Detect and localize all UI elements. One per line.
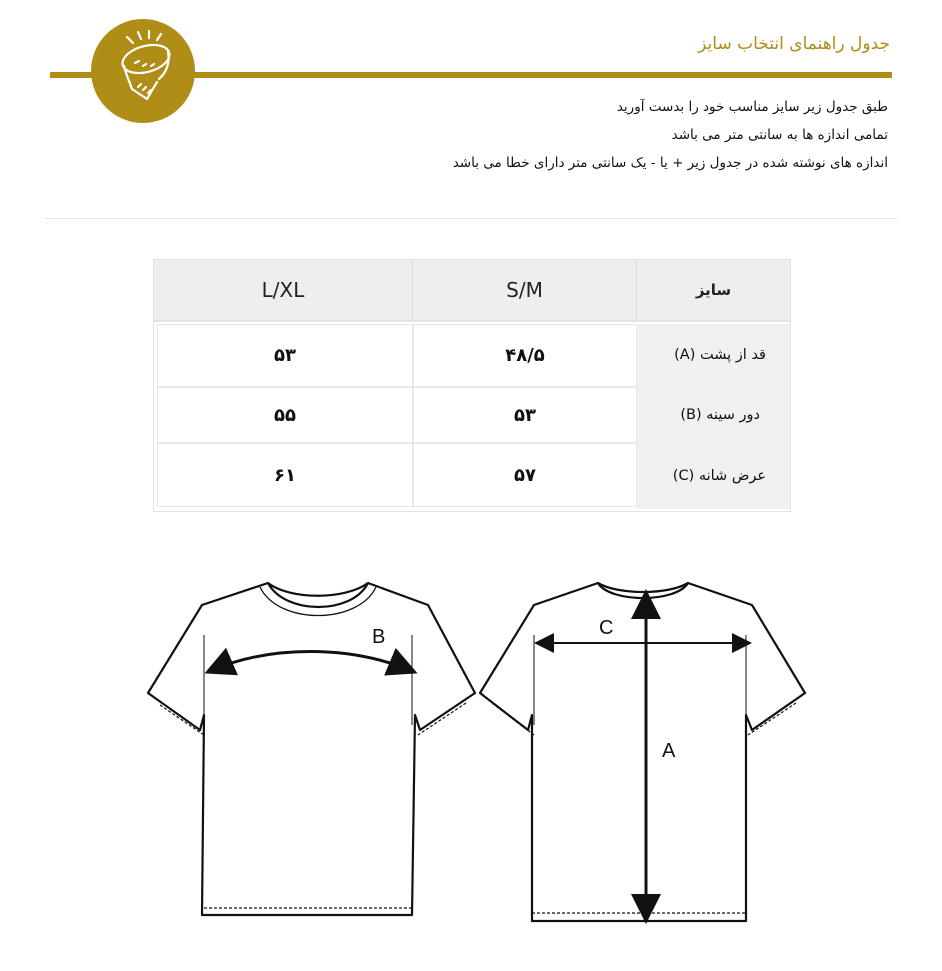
table-cell: ۴۸/۵ bbox=[413, 324, 637, 387]
page-title: جدول راهنمای انتخاب سایز bbox=[698, 34, 890, 54]
table-cell: ۵۷ bbox=[413, 443, 637, 507]
notes-list bbox=[453, 93, 888, 177]
section-divider bbox=[45, 218, 897, 219]
table-cell: ۵۳ bbox=[157, 324, 413, 387]
label-b: B bbox=[372, 626, 386, 648]
row-label-chest: دور سینه (B) bbox=[637, 386, 790, 443]
tshirt-back-icon bbox=[480, 583, 805, 921]
label-a: A bbox=[662, 740, 676, 762]
note-line: طبق جدول زیر سایز مناسب خود را بدست آورید bbox=[616, 99, 888, 115]
label-c: C bbox=[599, 617, 614, 639]
tshirt-front-icon bbox=[148, 583, 475, 915]
tshirt-measurement-diagram bbox=[140, 575, 820, 935]
note-line: تمامی اندازه ها به سانتی متر می باشد bbox=[671, 127, 888, 143]
measuring-tape-icon bbox=[91, 19, 195, 123]
table-cell: ۵۵ bbox=[157, 387, 413, 443]
column-header-size: سایز bbox=[637, 260, 790, 322]
table-cell: ۵۳ bbox=[413, 387, 637, 443]
row-label-shoulder: عرض شانه (C) bbox=[637, 443, 790, 509]
row-label-length: قد از پشت (A) bbox=[637, 324, 790, 386]
column-header-lxl: L/XL bbox=[154, 260, 413, 322]
size-table bbox=[153, 259, 791, 512]
table-cell: ۶۱ bbox=[157, 443, 413, 507]
column-header-sm: S/M bbox=[413, 260, 637, 322]
note-line: اندازه های نوشته شده در جدول زیر + یا - یک سانتی متر دارای خطا می باشد bbox=[452, 155, 888, 171]
